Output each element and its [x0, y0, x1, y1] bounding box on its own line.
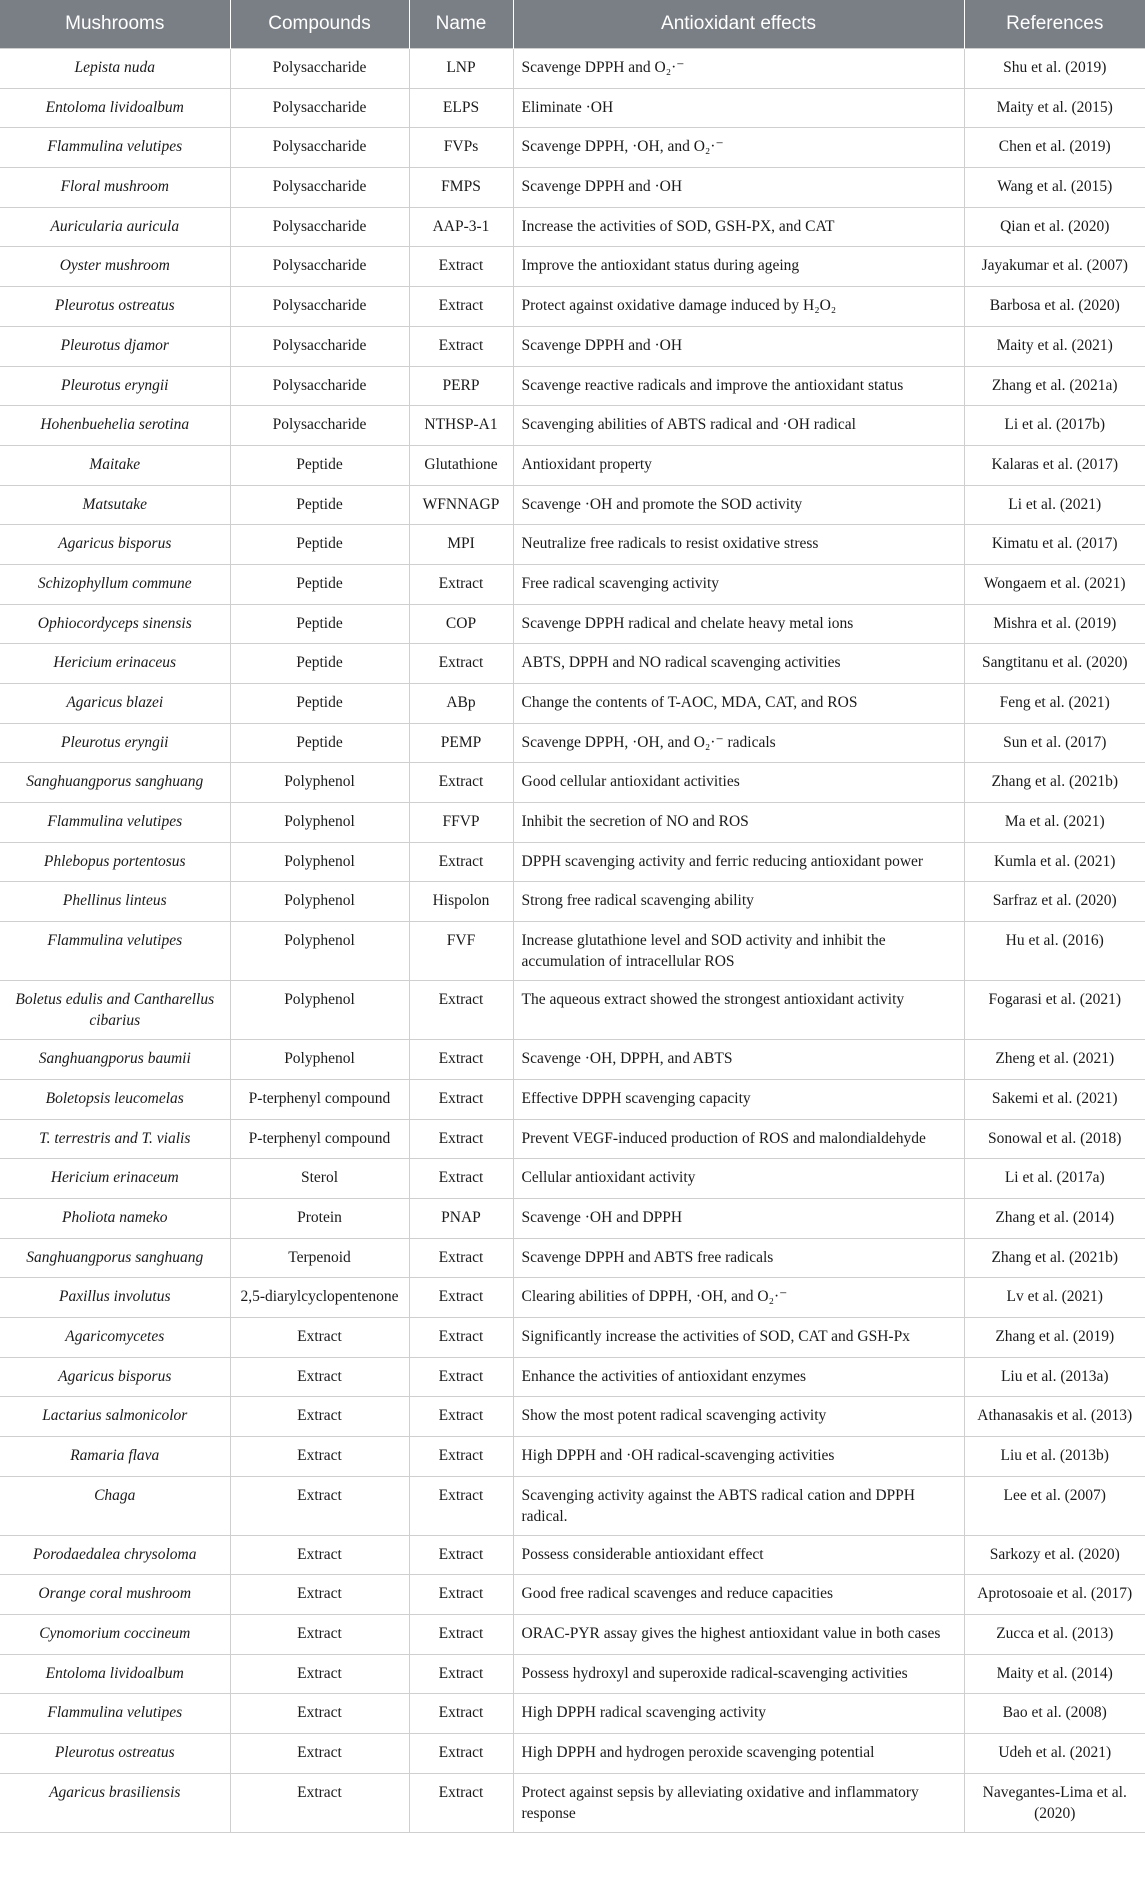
cell-reference: Sun et al. (2017)	[964, 723, 1145, 763]
header-mushrooms: Mushrooms	[0, 0, 230, 49]
cell-mushroom: Agaricus bisporus	[0, 1357, 230, 1397]
table-row	[0, 1654, 1145, 1694]
cell-antioxidant-effect: Improve the antioxidant status during ageing	[513, 247, 964, 287]
cell-compound: Extract	[230, 1357, 409, 1397]
cell-antioxidant-effect: Increase the activities of SOD, GSH-PX, and CAT	[513, 207, 964, 247]
cell-reference: Liu et al. (2013a)	[964, 1357, 1145, 1397]
table-row	[0, 1238, 1145, 1278]
cell-reference: Sakemi et al. (2021)	[964, 1079, 1145, 1119]
table-row	[0, 644, 1145, 684]
cell-compound: Peptide	[230, 644, 409, 684]
cell-mushroom: Sanghuangporus baumii	[0, 1040, 230, 1080]
cell-mushroom: Flammulina velutipes	[0, 803, 230, 843]
table-row	[0, 1734, 1145, 1774]
table-row	[0, 128, 1145, 168]
cell-reference: Zhang et al. (2021b)	[964, 1238, 1145, 1278]
table-row	[0, 882, 1145, 922]
cell-mushroom: Boletopsis leucomelas	[0, 1079, 230, 1119]
cell-mushroom: Hohenbuehelia serotina	[0, 406, 230, 446]
cell-antioxidant-effect: Scavenge DPPH and ·OH	[513, 168, 964, 208]
table-row	[0, 1278, 1145, 1318]
cell-reference: Zhang et al. (2021b)	[964, 763, 1145, 803]
cell-compound: Extract	[230, 1397, 409, 1437]
cell-antioxidant-effect: Protect against oxidative damage induced by H₂O₂	[513, 287, 964, 327]
cell-antioxidant-effect: High DPPH and ·OH radical-scavenging activities	[513, 1437, 964, 1477]
cell-name: Extract	[409, 326, 513, 366]
cell-name: MPI	[409, 525, 513, 565]
cell-name: AAP-3-1	[409, 207, 513, 247]
cell-mushroom: Chaga	[0, 1476, 230, 1535]
table-row	[0, 1437, 1145, 1477]
cell-mushroom: Hericium erinaceum	[0, 1159, 230, 1199]
table-row	[0, 763, 1145, 803]
table-row	[0, 1476, 1145, 1535]
cell-compound: Polysaccharide	[230, 207, 409, 247]
table-row	[0, 445, 1145, 485]
cell-reference: Zhang et al. (2019)	[964, 1317, 1145, 1357]
cell-compound: Polysaccharide	[230, 49, 409, 89]
cell-compound: Polyphenol	[230, 882, 409, 922]
cell-compound: Polyphenol	[230, 763, 409, 803]
cell-mushroom: Pleurotus ostreatus	[0, 1734, 230, 1774]
cell-name: PERP	[409, 366, 513, 406]
cell-mushroom: Orange coral mushroom	[0, 1575, 230, 1615]
cell-mushroom: Pholiota nameko	[0, 1198, 230, 1238]
cell-antioxidant-effect: Possess considerable antioxidant effect	[513, 1535, 964, 1575]
cell-name: Extract	[409, 1040, 513, 1080]
cell-compound: Extract	[230, 1575, 409, 1615]
cell-mushroom: Cynomorium coccineum	[0, 1615, 230, 1655]
cell-reference: Zhang et al. (2014)	[964, 1198, 1145, 1238]
cell-mushroom: Paxillus involutus	[0, 1278, 230, 1318]
cell-compound: P-terphenyl compound	[230, 1119, 409, 1159]
table-row	[0, 1615, 1145, 1655]
cell-antioxidant-effect: Show the most potent radical scavenging activity	[513, 1397, 964, 1437]
cell-reference: Zhang et al. (2021a)	[964, 366, 1145, 406]
cell-name: Extract	[409, 1159, 513, 1199]
cell-name: WFNNAGP	[409, 485, 513, 525]
cell-antioxidant-effect: Good free radical scavenges and reduce capacities	[513, 1575, 964, 1615]
table-row	[0, 247, 1145, 287]
cell-compound: Extract	[230, 1615, 409, 1655]
cell-name: FVPs	[409, 128, 513, 168]
cell-mushroom: Auricularia auricula	[0, 207, 230, 247]
cell-antioxidant-effect: Scavenge DPPH and O₂·⁻	[513, 49, 964, 89]
cell-reference: Maity et al. (2014)	[964, 1654, 1145, 1694]
cell-reference: Fogarasi et al. (2021)	[964, 981, 1145, 1040]
cell-name: Extract	[409, 1357, 513, 1397]
cell-antioxidant-effect: Effective DPPH scavenging capacity	[513, 1079, 964, 1119]
cell-antioxidant-effect: Scavenge ·OH and DPPH	[513, 1198, 964, 1238]
cell-compound: Polysaccharide	[230, 247, 409, 287]
cell-antioxidant-effect: ABTS, DPPH and NO radical scavenging activities	[513, 644, 964, 684]
cell-antioxidant-effect: Scavenging activity against the ABTS radical cation and DPPH radical.	[513, 1476, 964, 1535]
cell-reference: Maity et al. (2021)	[964, 326, 1145, 366]
cell-reference: Zucca et al. (2013)	[964, 1615, 1145, 1655]
cell-reference: Chen et al. (2019)	[964, 128, 1145, 168]
cell-compound: Peptide	[230, 604, 409, 644]
table-row	[0, 1040, 1145, 1080]
cell-compound: Protein	[230, 1198, 409, 1238]
cell-name: Extract	[409, 1437, 513, 1477]
cell-reference: Lv et al. (2021)	[964, 1278, 1145, 1318]
cell-mushroom: Agaricus brasiliensis	[0, 1773, 230, 1832]
table-row	[0, 981, 1145, 1040]
cell-mushroom: Entoloma lividoalbum	[0, 1654, 230, 1694]
cell-antioxidant-effect: Free radical scavenging activity	[513, 564, 964, 604]
cell-mushroom: Porodaedalea chrysoloma	[0, 1535, 230, 1575]
cell-reference: Bao et al. (2008)	[964, 1694, 1145, 1734]
table-row	[0, 168, 1145, 208]
cell-name: FFVP	[409, 803, 513, 843]
cell-reference: Sonowal et al. (2018)	[964, 1119, 1145, 1159]
cell-name: Extract	[409, 644, 513, 684]
cell-compound: Peptide	[230, 445, 409, 485]
cell-name: Extract	[409, 1317, 513, 1357]
cell-name: Extract	[409, 1734, 513, 1774]
table-row	[0, 1357, 1145, 1397]
cell-reference: Sarkozy et al. (2020)	[964, 1535, 1145, 1575]
cell-antioxidant-effect: Scavenge DPPH, ·OH, and O₂·⁻	[513, 128, 964, 168]
cell-reference: Kumla et al. (2021)	[964, 842, 1145, 882]
cell-mushroom: Phellinus linteus	[0, 882, 230, 922]
cell-reference: Kimatu et al. (2017)	[964, 525, 1145, 565]
cell-name: Extract	[409, 1238, 513, 1278]
cell-antioxidant-effect: Prevent VEGF-induced production of ROS and malondialdehyde	[513, 1119, 964, 1159]
cell-compound: Polyphenol	[230, 842, 409, 882]
cell-name: Extract	[409, 1694, 513, 1734]
cell-antioxidant-effect: Scavenge DPPH, ·OH, and O₂·⁻ radicals	[513, 723, 964, 763]
cell-name: Extract	[409, 1278, 513, 1318]
cell-compound: Polysaccharide	[230, 406, 409, 446]
cell-compound: Polyphenol	[230, 803, 409, 843]
cell-compound: Peptide	[230, 485, 409, 525]
cell-mushroom: Maitake	[0, 445, 230, 485]
cell-mushroom: Matsutake	[0, 485, 230, 525]
cell-compound: Extract	[230, 1535, 409, 1575]
cell-compound: Extract	[230, 1773, 409, 1832]
table-row	[0, 49, 1145, 89]
cell-name: Extract	[409, 1397, 513, 1437]
cell-compound: Polyphenol	[230, 981, 409, 1040]
cell-compound: Peptide	[230, 684, 409, 724]
cell-reference: Feng et al. (2021)	[964, 684, 1145, 724]
cell-reference: Sarfraz et al. (2020)	[964, 882, 1145, 922]
cell-mushroom: Ophiocordyceps sinensis	[0, 604, 230, 644]
cell-mushroom: Agaricus blazei	[0, 684, 230, 724]
cell-compound: Extract	[230, 1437, 409, 1477]
cell-name: Extract	[409, 1654, 513, 1694]
table-body	[0, 49, 1145, 1833]
table-row	[0, 287, 1145, 327]
cell-compound: Extract	[230, 1317, 409, 1357]
cell-compound: Polysaccharide	[230, 88, 409, 128]
cell-antioxidant-effect: Antioxidant property	[513, 445, 964, 485]
cell-mushroom: Pleurotus djamor	[0, 326, 230, 366]
cell-mushroom: Pleurotus eryngii	[0, 723, 230, 763]
cell-mushroom: Oyster mushroom	[0, 247, 230, 287]
cell-antioxidant-effect: Scavenging abilities of ABTS radical and ·OH radical	[513, 406, 964, 446]
cell-reference: Ma et al. (2021)	[964, 803, 1145, 843]
cell-name: Extract	[409, 1079, 513, 1119]
cell-compound: Polyphenol	[230, 922, 409, 981]
cell-compound: Polysaccharide	[230, 326, 409, 366]
cell-name: Extract	[409, 1575, 513, 1615]
table-row	[0, 88, 1145, 128]
cell-name: Extract	[409, 564, 513, 604]
table-row	[0, 485, 1145, 525]
cell-antioxidant-effect: Scavenge reactive radicals and improve the antioxidant status	[513, 366, 964, 406]
cell-reference: Aprotosoaie et al. (2017)	[964, 1575, 1145, 1615]
cell-mushroom: Floral mushroom	[0, 168, 230, 208]
cell-reference: Shu et al. (2019)	[964, 49, 1145, 89]
table-row	[0, 1535, 1145, 1575]
cell-antioxidant-effect: Significantly increase the activities of SOD, CAT and GSH-Px	[513, 1317, 964, 1357]
cell-reference: Wang et al. (2015)	[964, 168, 1145, 208]
cell-mushroom: Phlebopus portentosus	[0, 842, 230, 882]
cell-reference: Liu et al. (2013b)	[964, 1437, 1145, 1477]
cell-reference: Lee et al. (2007)	[964, 1476, 1145, 1535]
cell-reference: Li et al. (2017a)	[964, 1159, 1145, 1199]
cell-name: Extract	[409, 1119, 513, 1159]
cell-name: NTHSP-A1	[409, 406, 513, 446]
cell-name: Extract	[409, 1615, 513, 1655]
cell-reference: Hu et al. (2016)	[964, 922, 1145, 981]
table-row	[0, 1694, 1145, 1734]
table-row	[0, 207, 1145, 247]
cell-antioxidant-effect: Scavenge DPPH radical and chelate heavy metal ions	[513, 604, 964, 644]
cell-antioxidant-effect: Cellular antioxidant activity	[513, 1159, 964, 1199]
cell-mushroom: Boletus edulis and Cantharellus cibarius	[0, 981, 230, 1040]
cell-name: Extract	[409, 247, 513, 287]
cell-antioxidant-effect: Scavenge DPPH and ·OH	[513, 326, 964, 366]
cell-name: Extract	[409, 842, 513, 882]
cell-reference: Udeh et al. (2021)	[964, 1734, 1145, 1774]
cell-name: FVF	[409, 922, 513, 981]
cell-mushroom: T. terrestris and T. vialis	[0, 1119, 230, 1159]
cell-mushroom: Schizophyllum commune	[0, 564, 230, 604]
cell-compound: Peptide	[230, 723, 409, 763]
table-row	[0, 1317, 1145, 1357]
cell-antioxidant-effect: Clearing abilities of DPPH, ·OH, and O₂·⁻	[513, 1278, 964, 1318]
table-row	[0, 406, 1145, 446]
cell-antioxidant-effect: DPPH scavenging activity and ferric reducing antioxidant power	[513, 842, 964, 882]
cell-mushroom: Entoloma lividoalbum	[0, 88, 230, 128]
table-row	[0, 1397, 1145, 1437]
cell-name: Extract	[409, 763, 513, 803]
cell-name: Extract	[409, 1476, 513, 1535]
table-header-row	[0, 0, 1145, 49]
cell-antioxidant-effect: Strong free radical scavenging ability	[513, 882, 964, 922]
cell-name: PEMP	[409, 723, 513, 763]
cell-mushroom: Agaricomycetes	[0, 1317, 230, 1357]
cell-reference: Li et al. (2017b)	[964, 406, 1145, 446]
cell-compound: 2,5-diarylcyclopentenone	[230, 1278, 409, 1318]
header-name: Name	[409, 0, 513, 49]
cell-name: Extract	[409, 1535, 513, 1575]
cell-antioxidant-effect: Protect against sepsis by alleviating oxidative and inflammatory response	[513, 1773, 964, 1832]
table-row	[0, 326, 1145, 366]
cell-compound: Polysaccharide	[230, 366, 409, 406]
cell-mushroom: Pleurotus eryngii	[0, 366, 230, 406]
cell-name: Extract	[409, 981, 513, 1040]
table-row	[0, 1119, 1145, 1159]
table-row	[0, 564, 1145, 604]
cell-reference: Jayakumar et al. (2007)	[964, 247, 1145, 287]
table-row	[0, 1773, 1145, 1832]
table-row	[0, 922, 1145, 981]
cell-compound: Peptide	[230, 525, 409, 565]
table-row	[0, 1159, 1145, 1199]
cell-mushroom: Agaricus bisporus	[0, 525, 230, 565]
cell-mushroom: Sanghuangporus sanghuang	[0, 763, 230, 803]
cell-antioxidant-effect: Scavenge DPPH and ABTS free radicals	[513, 1238, 964, 1278]
cell-antioxidant-effect: Inhibit the secretion of NO and ROS	[513, 803, 964, 843]
cell-compound: Terpenoid	[230, 1238, 409, 1278]
cell-reference: Navegantes-Lima et al. (2020)	[964, 1773, 1145, 1832]
cell-reference: Qian et al. (2020)	[964, 207, 1145, 247]
cell-reference: Kalaras et al. (2017)	[964, 445, 1145, 485]
cell-antioxidant-effect: Increase glutathione level and SOD activity and inhibit the accumulation of intracellular ROS	[513, 922, 964, 981]
cell-reference: Mishra et al. (2019)	[964, 604, 1145, 644]
cell-reference: Maity et al. (2015)	[964, 88, 1145, 128]
cell-name: ABp	[409, 684, 513, 724]
cell-mushroom: Lepista nuda	[0, 49, 230, 89]
table-row	[0, 684, 1145, 724]
cell-antioxidant-effect: Good cellular antioxidant activities	[513, 763, 964, 803]
cell-compound: Extract	[230, 1654, 409, 1694]
cell-name: PNAP	[409, 1198, 513, 1238]
cell-name: ELPS	[409, 88, 513, 128]
cell-reference: Sangtitanu et al. (2020)	[964, 644, 1145, 684]
cell-antioxidant-effect: Enhance the activities of antioxidant enzymes	[513, 1357, 964, 1397]
table-row	[0, 842, 1145, 882]
cell-antioxidant-effect: Scavenge ·OH, DPPH, and ABTS	[513, 1040, 964, 1080]
cell-antioxidant-effect: Neutralize free radicals to resist oxidative stress	[513, 525, 964, 565]
cell-name: Hispolon	[409, 882, 513, 922]
cell-name: Glutathione	[409, 445, 513, 485]
cell-antioxidant-effect: Possess hydroxyl and superoxide radical-scavenging activities	[513, 1654, 964, 1694]
table-row	[0, 525, 1145, 565]
cell-compound: Peptide	[230, 564, 409, 604]
cell-mushroom: Ramaria flava	[0, 1437, 230, 1477]
cell-mushroom: Pleurotus ostreatus	[0, 287, 230, 327]
cell-reference: Wongaem et al. (2021)	[964, 564, 1145, 604]
cell-compound: Polysaccharide	[230, 168, 409, 208]
cell-compound: Sterol	[230, 1159, 409, 1199]
table-row	[0, 803, 1145, 843]
header-compounds: Compounds	[230, 0, 409, 49]
cell-name: Extract	[409, 287, 513, 327]
cell-compound: Extract	[230, 1694, 409, 1734]
table-row	[0, 604, 1145, 644]
cell-name: COP	[409, 604, 513, 644]
cell-name: FMPS	[409, 168, 513, 208]
table-row	[0, 1575, 1145, 1615]
table-row	[0, 1198, 1145, 1238]
cell-antioxidant-effect: High DPPH and hydrogen peroxide scavenging potential	[513, 1734, 964, 1774]
cell-name: Extract	[409, 1773, 513, 1832]
table-row	[0, 366, 1145, 406]
cell-reference: Barbosa et al. (2020)	[964, 287, 1145, 327]
cell-mushroom: Sanghuangporus sanghuang	[0, 1238, 230, 1278]
cell-antioxidant-effect: ORAC-PYR assay gives the highest antioxidant value in both cases	[513, 1615, 964, 1655]
cell-mushroom: Flammulina velutipes	[0, 922, 230, 981]
header-references: References	[964, 0, 1145, 49]
cell-mushroom: Flammulina velutipes	[0, 1694, 230, 1734]
cell-name: LNP	[409, 49, 513, 89]
cell-reference: Athanasakis et al. (2013)	[964, 1397, 1145, 1437]
cell-compound: Polysaccharide	[230, 287, 409, 327]
cell-antioxidant-effect: Change the contents of T-AOC, MDA, CAT, and ROS	[513, 684, 964, 724]
cell-mushroom: Flammulina velutipes	[0, 128, 230, 168]
table-row	[0, 723, 1145, 763]
cell-mushroom: Lactarius salmonicolor	[0, 1397, 230, 1437]
cell-mushroom: Hericium erinaceus	[0, 644, 230, 684]
cell-compound: Polysaccharide	[230, 128, 409, 168]
cell-antioxidant-effect: Eliminate ·OH	[513, 88, 964, 128]
cell-antioxidant-effect: High DPPH radical scavenging activity	[513, 1694, 964, 1734]
cell-reference: Zheng et al. (2021)	[964, 1040, 1145, 1080]
cell-reference: Li et al. (2021)	[964, 485, 1145, 525]
cell-compound: Polyphenol	[230, 1040, 409, 1080]
cell-compound: P-terphenyl compound	[230, 1079, 409, 1119]
cell-compound: Extract	[230, 1734, 409, 1774]
cell-antioxidant-effect: Scavenge ·OH and promote the SOD activity	[513, 485, 964, 525]
header-antioxidant-effects: Antioxidant effects	[513, 0, 964, 49]
cell-compound: Extract	[230, 1476, 409, 1535]
cell-antioxidant-effect: The aqueous extract showed the strongest antioxidant activity	[513, 981, 964, 1040]
table-row	[0, 1079, 1145, 1119]
